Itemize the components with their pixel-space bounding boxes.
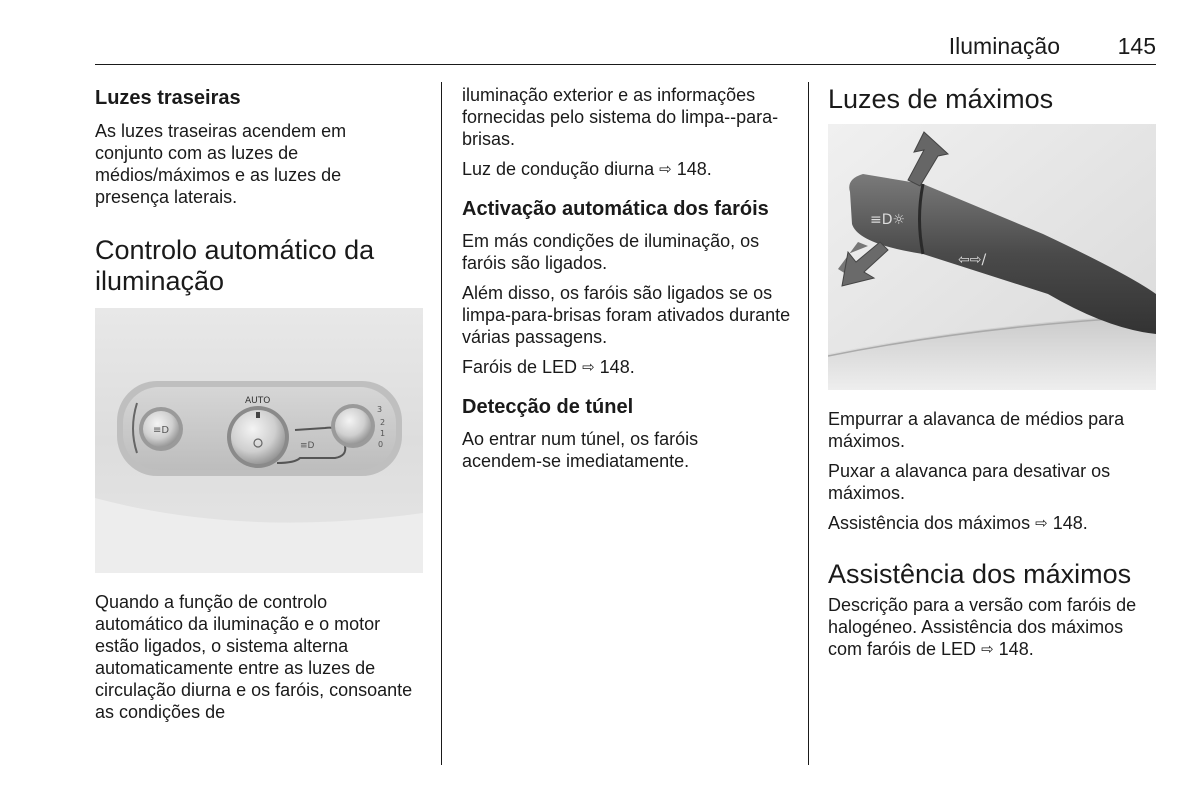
page-number: 145 xyxy=(1117,33,1156,59)
high-beam-reference-text: Assistência dos máximos xyxy=(828,513,1031,533)
scale-label-2: 2 xyxy=(380,418,386,427)
page-reference-arrow-icon: ⇨ xyxy=(981,641,994,658)
column-1-lower xyxy=(95,591,425,723)
scale-label-0: 0 xyxy=(378,440,384,449)
scale-label-1: 1 xyxy=(380,429,386,438)
column-divider-1 xyxy=(441,82,442,765)
header-rule xyxy=(95,64,1156,65)
column-2 xyxy=(462,84,792,472)
auto-label: AUTO xyxy=(245,396,271,406)
drl-reference xyxy=(462,158,792,180)
page-reference-arrow-icon: ⇨ xyxy=(659,161,672,178)
auto-lighting-heading-line2: iluminação xyxy=(95,266,225,296)
svg-text:≡D☼: ≡D☼ xyxy=(870,212,906,228)
continuation-text: iluminação exterior e as informações fornecidas pelo sistema do limpa--para-brisas. xyxy=(462,85,779,149)
high-beam-reference xyxy=(828,512,1158,534)
led-reference-page[interactable]: 148. xyxy=(599,357,635,377)
drl-reference-page[interactable]: 148. xyxy=(676,159,712,179)
drl-reference-text: Luz de condução diurna xyxy=(462,159,655,179)
high-beam-assist-text xyxy=(828,594,1158,660)
auto-activation-text-1: Em más condições de iluminação, os faróis são ligados. xyxy=(462,231,760,273)
tunnel-detection-heading: Detecção de túnel xyxy=(462,396,634,418)
tail-lights-heading: Luzes traseiras xyxy=(95,87,241,109)
auto-lighting-heading xyxy=(95,235,425,297)
led-reference-text: Faróis de LED xyxy=(462,357,578,377)
column-divider-2 xyxy=(808,82,809,765)
turn-signal-stalk-image xyxy=(828,124,1156,390)
auto-activation-heading: Activação automática dos faróis xyxy=(462,198,769,220)
auto-activation-text-2: Além disso, os faróis são ligados se os limpa-para-brisas foram ativados durante várias passagens. xyxy=(462,283,791,347)
led-reference xyxy=(462,356,792,378)
auto-lighting-heading-line1: Controlo automático da xyxy=(95,235,375,265)
svg-text:⇦⇨/: ⇦⇨/ xyxy=(958,252,987,268)
tunnel-detection-text: Ao entrar num túnel, os faróis acendem-se imediatamente. xyxy=(462,429,699,471)
page-reference-arrow-icon: ⇨ xyxy=(1035,515,1048,532)
auto-lighting-text: Quando a função de controlo automático da iluminação e o motor estão ligados, o sistema alterna automaticamente entre as luzes de circulação diurna e os faróis, consoante as condições de xyxy=(95,592,413,722)
running-header-title: Iluminação xyxy=(948,33,1060,59)
high-beam-assist-heading: Assistência dos máximos xyxy=(828,559,1132,589)
page-reference-arrow-icon: ⇨ xyxy=(582,359,595,376)
high-beam-assist-description: Descrição para a versão com faróis de halogéneo. Assistência dos máximos com faróis de LED xyxy=(828,595,1137,659)
column-3 xyxy=(828,84,1158,115)
column-3-lower xyxy=(828,408,1158,660)
high-beam-heading: Luzes de máximos xyxy=(828,84,1054,114)
svg-text:≡D: ≡D xyxy=(300,441,315,451)
high-beam-text-2: Puxar a alavanca para desativar os máximos. xyxy=(828,461,1111,503)
high-beam-assist-reference-page[interactable]: 148. xyxy=(998,639,1034,659)
column-1 xyxy=(95,86,425,297)
high-beam-text-1: Empurrar a alavanca de médios para máximos. xyxy=(828,409,1125,451)
light-switch-panel-image xyxy=(95,308,423,573)
svg-text:≡D: ≡D xyxy=(153,425,170,436)
tail-lights-text: As luzes traseiras acendem em conjunto com as luzes de médios/máximos e as luzes de presença laterais. xyxy=(95,121,347,207)
scale-label-3: 3 xyxy=(377,405,383,414)
high-beam-reference-page[interactable]: 148. xyxy=(1052,513,1088,533)
